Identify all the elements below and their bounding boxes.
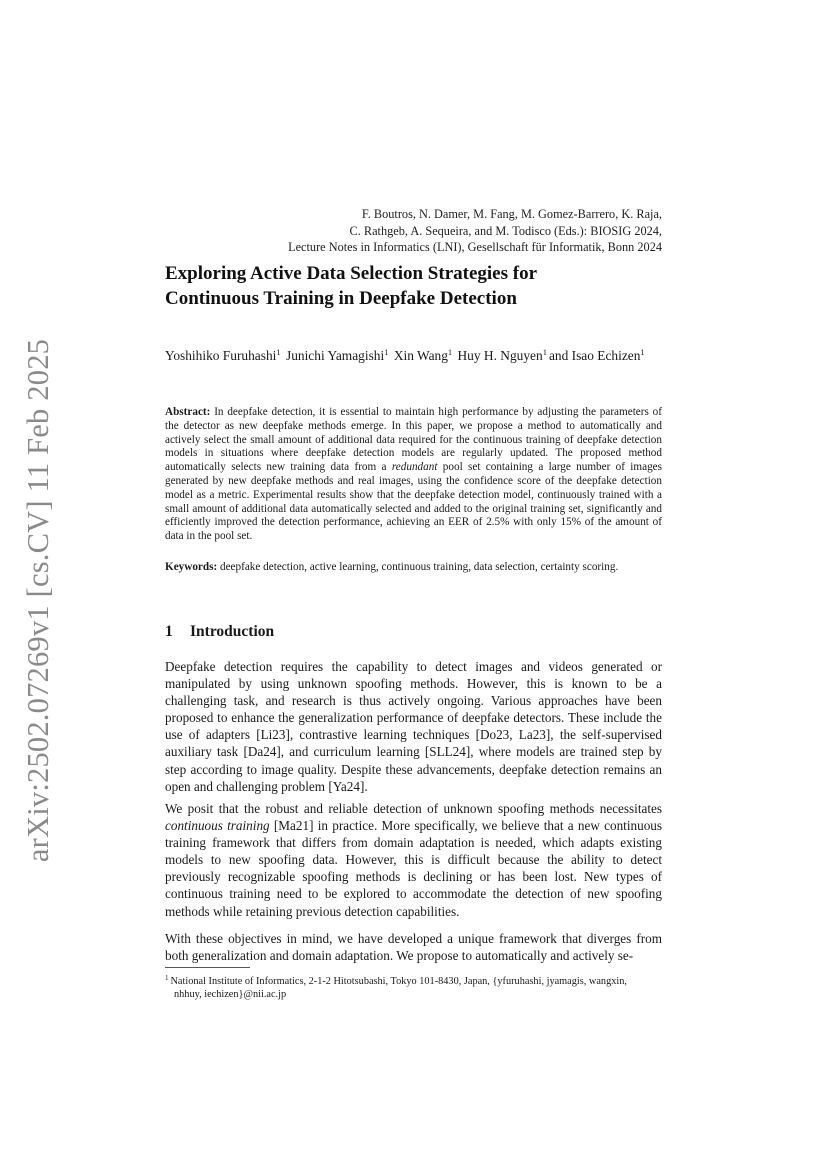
section-heading bbox=[165, 623, 274, 641]
author-name: Junichi Yamagishi bbox=[285, 348, 385, 363]
proceedings-header bbox=[288, 206, 662, 256]
section-number: 1 bbox=[165, 623, 173, 640]
keywords bbox=[165, 561, 662, 575]
header-line-2: C. Rathgeb, A. Sequeira, and M. Todisco (Eds.): BIOSIG 2024, bbox=[349, 223, 662, 238]
author-name: Xin Wang bbox=[393, 348, 448, 363]
affiliation-mark: 1 bbox=[276, 347, 281, 357]
arxiv-watermark bbox=[14, 338, 64, 862]
body-paragraph-2 bbox=[165, 800, 662, 920]
affiliation-mark: 1 bbox=[542, 347, 547, 357]
footnote-line-1: National Institute of Informatics, 2-1-2 Hitotsubashi, Tokyo 101-8430, Japan, {yfuruhashi, jyamagis, wangxin, bbox=[170, 976, 627, 987]
paragraph-2-emphasis: continuous training bbox=[165, 818, 270, 834]
header-line-3: Lecture Notes in Informatics (LNI), Gesellschaft für Informatik, Bonn 2024 bbox=[288, 240, 662, 255]
author-name: Yoshihiko Furuhashi bbox=[165, 348, 277, 363]
body-paragraph-3: With these objectives in mind, we have developed a unique framework that diverges from both generalization and domain adaptation. We propose to automatically and actively se- bbox=[165, 931, 662, 964]
abstract-emphasis: redundant bbox=[391, 461, 438, 474]
author-name: and Isao Echizen bbox=[548, 348, 641, 363]
footnote bbox=[165, 972, 662, 1002]
affiliation-mark: 1 bbox=[640, 347, 645, 357]
title-line-1: Exploring Active Data Selection Strategies for bbox=[165, 263, 538, 284]
body-paragraph-1: Deepfake detection requires the capability to detect images and videos generated or manipulated by using unknown spoofing methods. However, this is known to be a challenging task, and research is thus actively ongoing. Various approaches have been proposed to enhance the generalization performance of deepfake detectors. These include the use of adapters [Li23], contrastive learning techniques [Do23, La23], the self-supervised auxiliary task [Da24], and curriculum learning [SLL24], where models are trained step by step according to image quality. Despite these advancements, deepfake detection remains an open and challenging problem [Ya24]. bbox=[165, 659, 662, 794]
abstract bbox=[165, 406, 662, 544]
abstract-text-part-2: pool set containing a large number of images generated by new deepfake methods and real images, using the confidence score of the deepfake detection model as a metric. Experimental results show that the deepfake detection model, continuously trained with a small amount of additional data automatically selected and added to the original training set, significantly and efficiently improved the detection performance, achieving an EER of 2.5% with only 15% of the amount of data in the pool set. bbox=[165, 461, 662, 543]
footnote-mark: 1 bbox=[165, 974, 169, 982]
affiliation-mark: 1 bbox=[447, 347, 453, 357]
paragraph-2-text-b: [Ma21] in practice. More specifically, we believe that a new continuous training framework that differs from domain adaptation is needed, which adapts existing models to new spoofing data. However, this is difficult because the ability to detect previously recognizable spoofing methods is declining or has been lost. New types of continuous training need to be explored to accommodate the detection of new spoofing methods while retaining previous detection capabilities. bbox=[165, 818, 663, 919]
abstract-text-part-1: In deepfake detection, it is essential to maintain high performance by adjusting the parameters of the detector as new deepfake methods emerge. In this paper, we propose a method to automatically and actively select the small amount of additional data required for the continuous training of deepfake detection models in situations where deepfake detection models are regularly updated. The proposed method automatically selects new training data from a bbox=[165, 406, 662, 474]
footnote-line-2: nhhuy, iechizen}@nii.ac.jp bbox=[174, 989, 287, 1001]
author-list bbox=[165, 344, 665, 364]
paper-title bbox=[165, 261, 665, 311]
keywords-label: Keywords: bbox=[165, 561, 218, 573]
paragraph-2-text-a: We posit that the robust and reliable detection of unknown spoofing methods necessitates bbox=[165, 801, 662, 816]
affiliation-mark: 1 bbox=[384, 347, 389, 357]
header-line-1: F. Boutros, N. Damer, M. Fang, M. Gomez-Barrero, K. Raja, bbox=[361, 207, 662, 221]
keywords-text: deepfake detection, active learning, continuous training, data selection, certainty scoring. bbox=[220, 561, 619, 573]
footnote-divider bbox=[165, 967, 250, 968]
title-line-2: Continuous Training in Deepfake Detection bbox=[165, 288, 517, 309]
section-title: Introduction bbox=[190, 623, 275, 640]
author-name: Huy H. Nguyen bbox=[457, 348, 543, 363]
arxiv-identifier: arXiv:2502.07269v1 [cs.CV] 11 Feb 2025 bbox=[21, 338, 56, 862]
abstract-label: Abstract: bbox=[165, 406, 211, 418]
